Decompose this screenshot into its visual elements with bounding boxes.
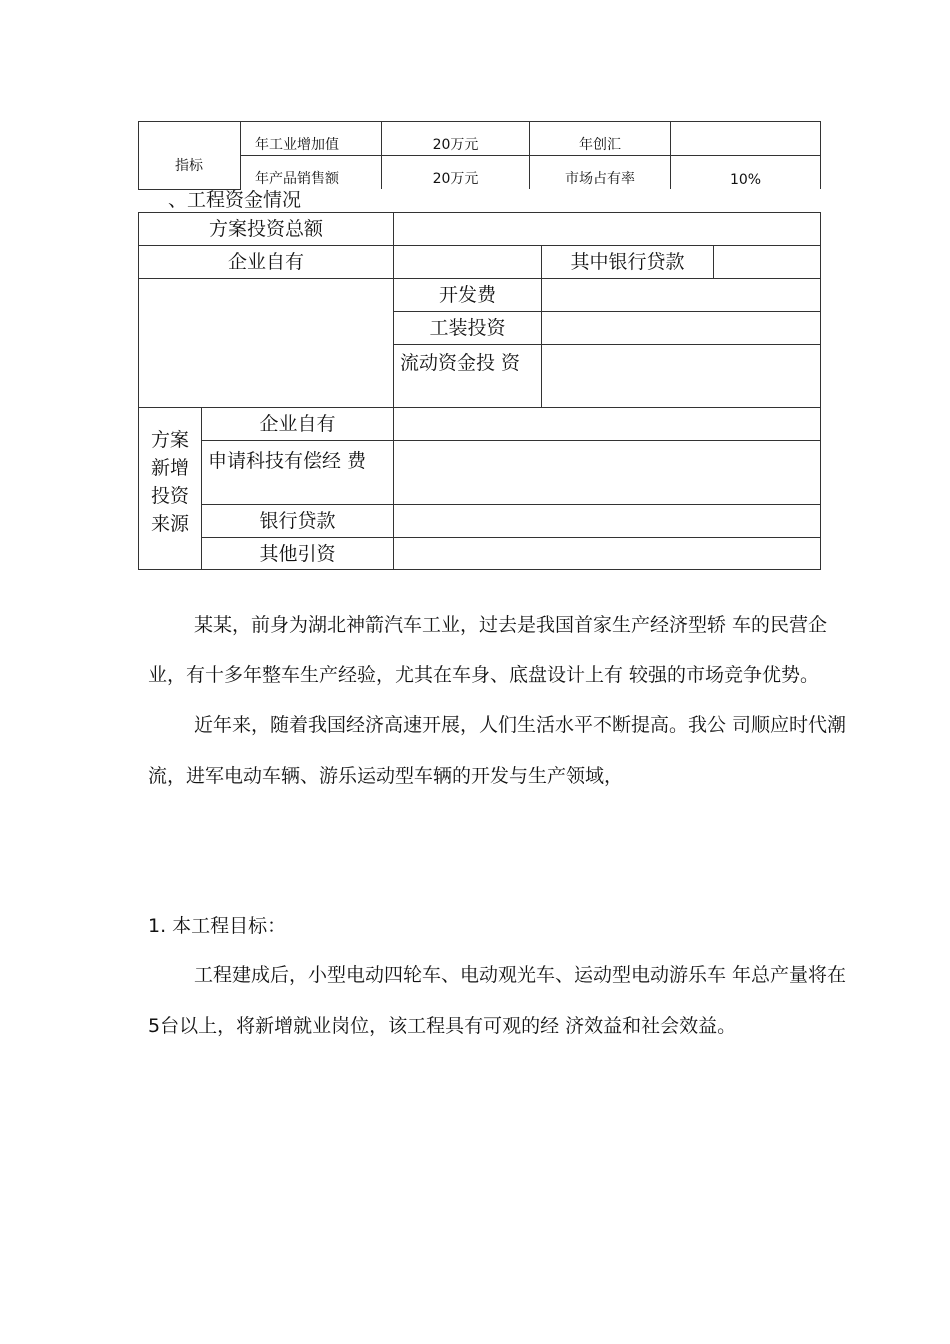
paragraph-line: 近年来，随着我国经济高速开展，人们生活水平不断提高。我公 司顺应时代潮 [194,714,847,736]
goal-heading: 1. 本工程目标： [148,915,287,937]
source-label: 其他引资 [202,538,394,570]
source-label: 申请科技有偿经 费 [202,441,394,505]
indicator-value: 10% [671,156,821,190]
source-label: 银行贷款 [202,505,394,538]
source-label: 企业自有 [202,408,394,441]
source-value [394,441,821,505]
working-capital-value [542,345,821,408]
paragraph-line: 某某，前身为湖北神箭汽车工业，过去是我国首家生产经济型轿 车的民营企 [194,614,828,636]
paragraph-line: 工程建成后，小型电动四轮车、电动观光车、运动型电动游乐车 年总产量将在 [194,964,847,986]
indicator-value: 20万元 [382,156,530,190]
tooling-label: 工装投资 [394,312,542,345]
indicator-value: 20万元 [382,122,530,156]
section-title: 、工程资金情况 [168,189,302,211]
indicator-label: 年产品销售额 [241,156,382,190]
total-investment-value [394,213,821,246]
own-funds-value [394,246,542,279]
paragraph-line: 业，有十多年整车生产经验，尤其在车身、底盘设计上有 较强的市场竞争优势。 [148,664,820,686]
indicator-group-label: 指标 [139,122,241,190]
indicator-label: 年创汇 [530,122,671,156]
dev-fee-value [542,279,821,312]
working-capital-label: 流动资金投 资 [394,345,542,408]
source-value [394,505,821,538]
tooling-value [542,312,821,345]
source-value [394,538,821,570]
total-investment-label: 方案投资总额 [139,213,394,246]
blank-cell [139,279,394,408]
own-funds-label: 企业自有 [139,246,394,279]
new-source-label: 方案 新增 投资 来源 [139,408,202,570]
paragraph-line: 流，进军电动车辆、游乐运动型车辆的开发与生产领域， [148,765,624,787]
indicator-value [671,122,821,156]
indicator-label: 市场占有率 [530,156,671,190]
dev-fee-label: 开发费 [394,279,542,312]
bank-loan-label: 其中银行贷款 [542,246,714,279]
funding-table [138,212,821,570]
indicator-label: 年工业增加值 [241,122,382,156]
indicator-table [138,121,821,190]
bank-loan-value [714,246,821,279]
paragraph-line: 5台以上，将新增就业岗位，该工程具有可观的经 济效益和社会效益。 [148,1015,737,1037]
source-value [394,408,821,441]
